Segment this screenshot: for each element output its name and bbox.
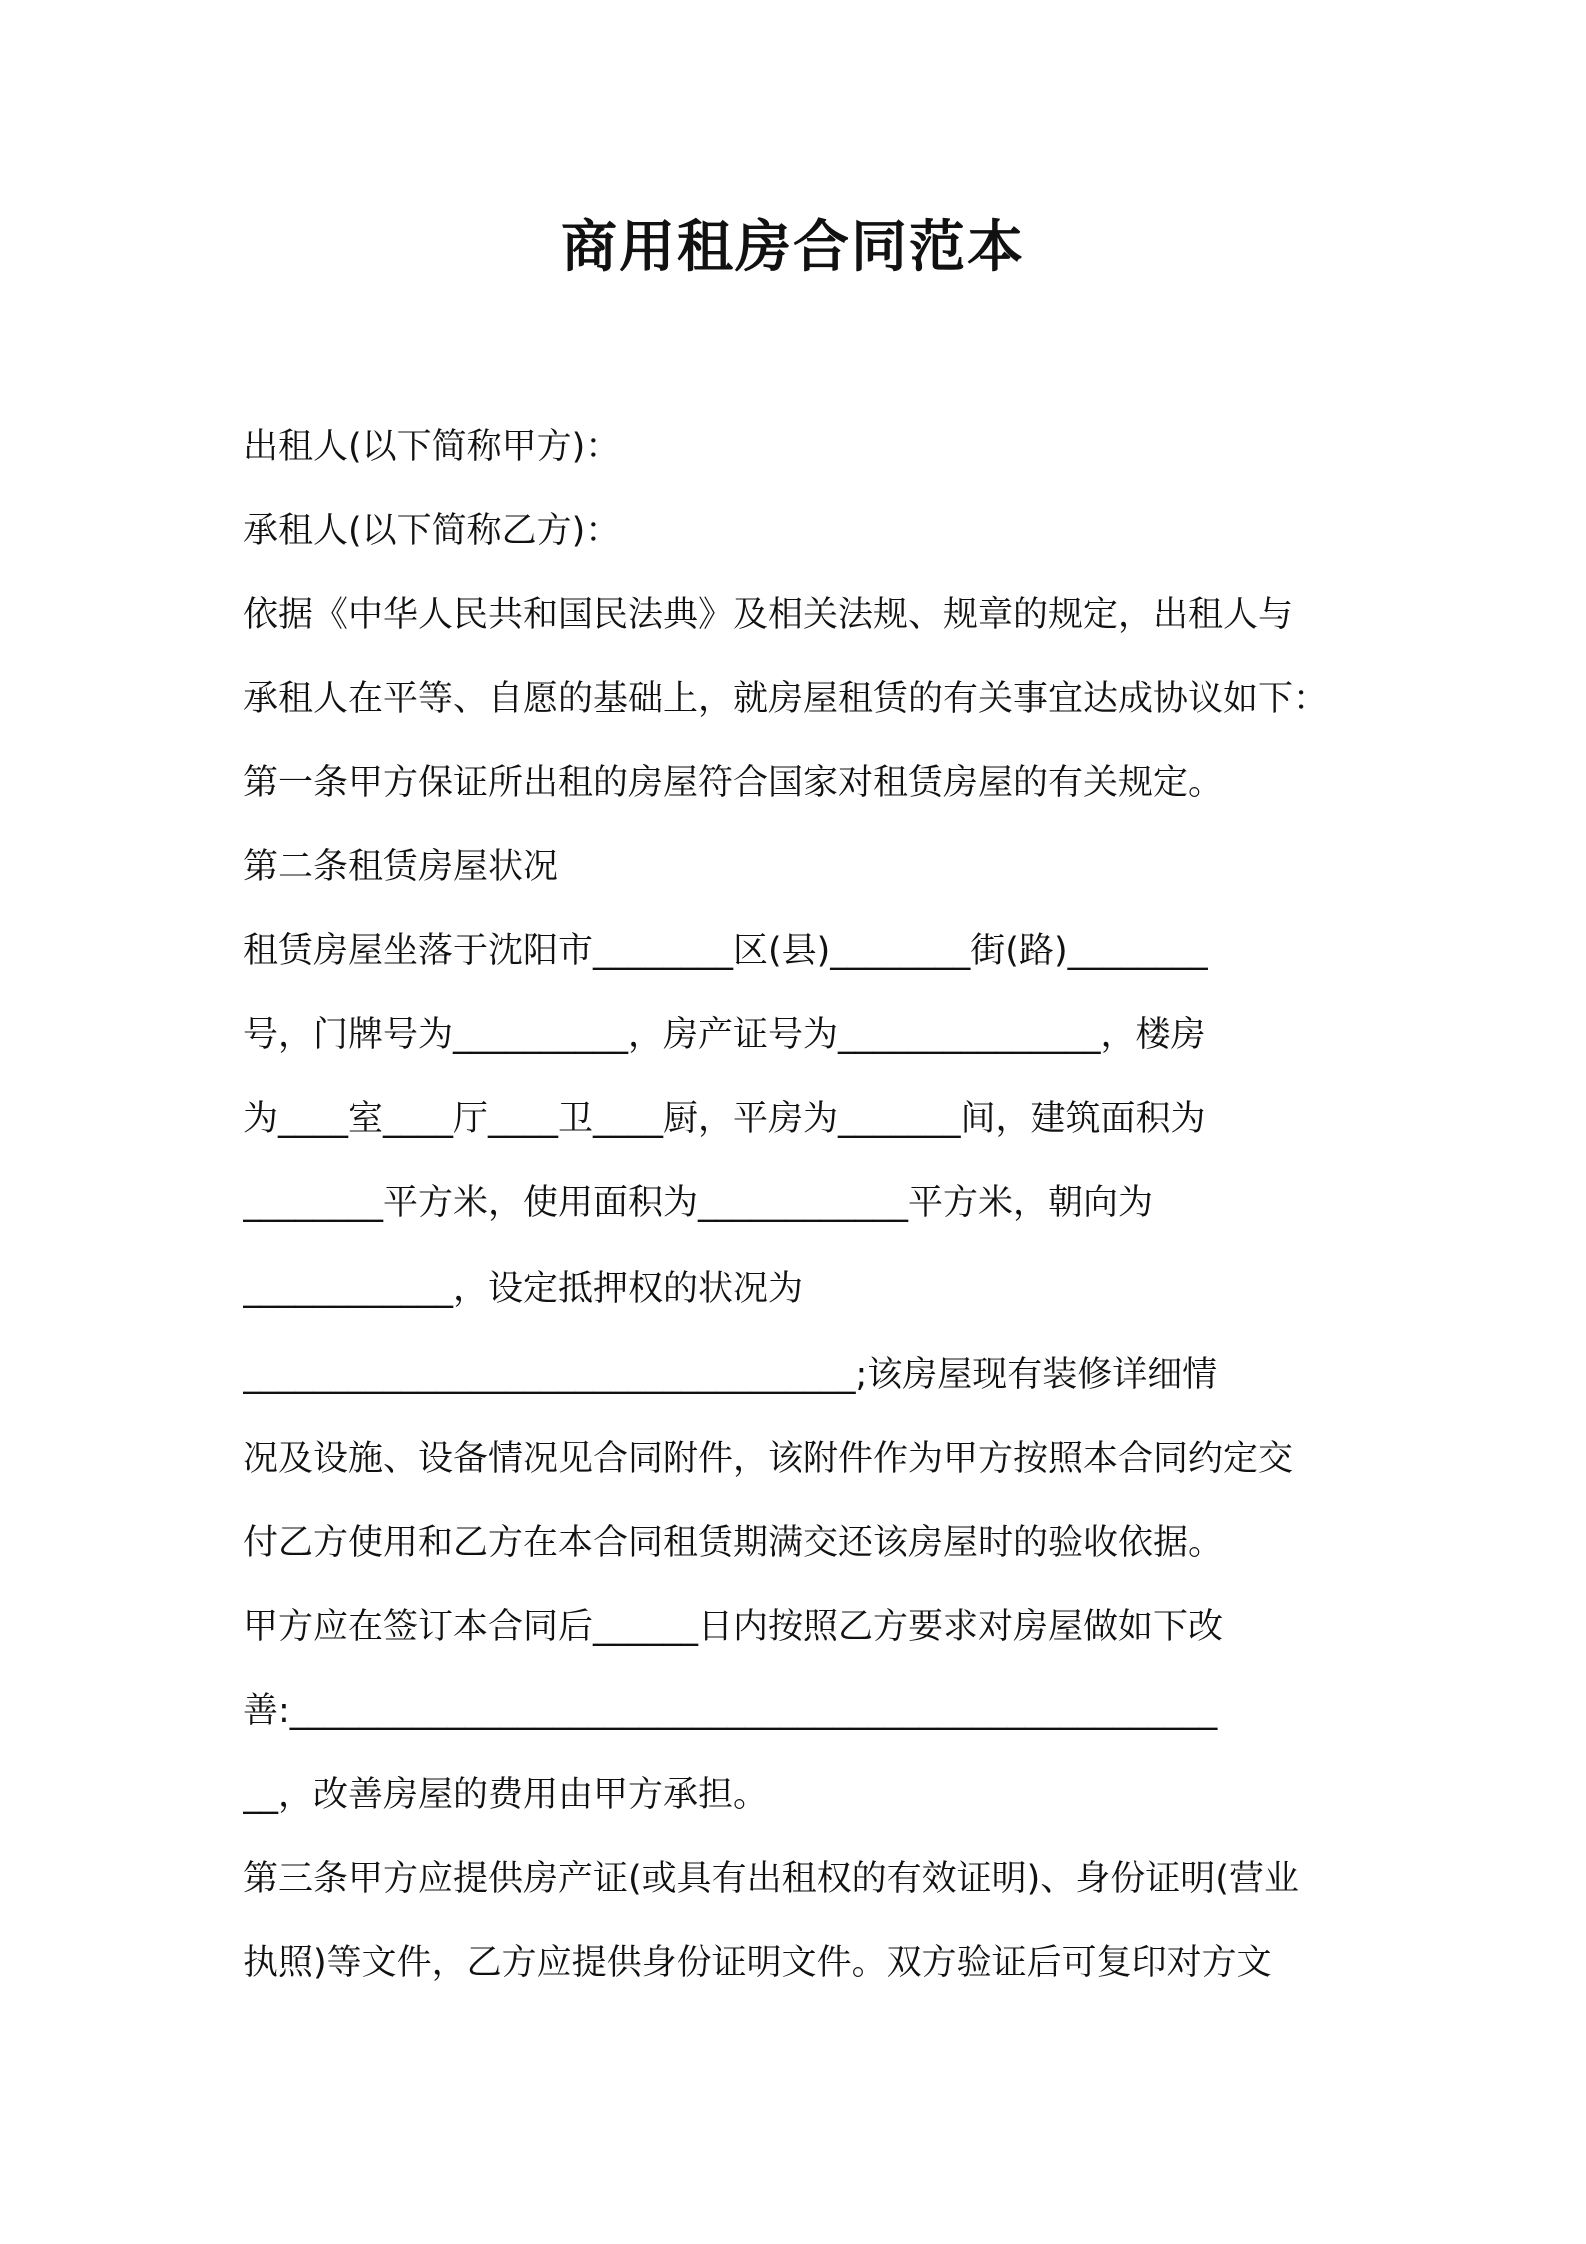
- article-2-line-3: 为____室____厅____卫____厨，平房为_______间，建筑面积为: [243, 1099, 1206, 1139]
- lessor-line: 出租人(以下简称甲方)：: [243, 427, 621, 467]
- article-2-line-8: 付乙方使用和乙方在本合同租赁期满交还该房屋时的验收依据。: [243, 1523, 1224, 1563]
- article-2-line-7: 况及设施、设备情况见合同附件，该附件作为甲方按照本合同约定交: [243, 1439, 1294, 1479]
- article-2-line-6: ___________________________________;该房屋现有装修详细情: [243, 1355, 1218, 1395]
- article-2-line-1: 租赁房屋坐落于沈阳市________区(县)________街(路)________: [243, 931, 1208, 971]
- preamble-line-1: 依据《中华人民共和国民法典》及相关法规、规章的规定，出租人与: [243, 595, 1294, 635]
- article-1-line: 第一条甲方保证所出租的房屋符合国家对租赁房屋的有关规定。: [243, 763, 1224, 803]
- article-2-line-5: ____________，设定抵押权的状况为: [243, 1269, 804, 1309]
- document-title: 商用租房合同范本: [561, 215, 1025, 280]
- article-2-line-2: 号，门牌号为__________，房产证号为_______________，楼房: [243, 1015, 1206, 1055]
- article-2-line-9: 甲方应在签订本合同后______日内按照乙方要求对房屋做如下改: [243, 1607, 1224, 1647]
- article-2-line-10: 善:_____________________________________________________: [243, 1691, 1218, 1731]
- article-2-line-11: __，改善房屋的费用由甲方承担。: [243, 1775, 769, 1815]
- article-2-line-4: ________平方米，使用面积为____________平方米，朝向为: [243, 1183, 1154, 1223]
- article-3-line-2: 执照)等文件，乙方应提供身份证明文件。双方验证后可复印对方文: [243, 1943, 1272, 1983]
- document-body: [243, 405, 1373, 2005]
- article-2-heading: 第二条租赁房屋状况: [243, 847, 559, 887]
- article-3-line-1: 第三条甲方应提供房产证(或具有出租权的有效证明)、身份证明(营业: [243, 1859, 1299, 1899]
- preamble-line-2: 承租人在平等、自愿的基础上，就房屋租赁的有关事宜达成协议如下：: [243, 679, 1329, 719]
- lessee-line: 承租人(以下简称乙方)：: [243, 511, 621, 551]
